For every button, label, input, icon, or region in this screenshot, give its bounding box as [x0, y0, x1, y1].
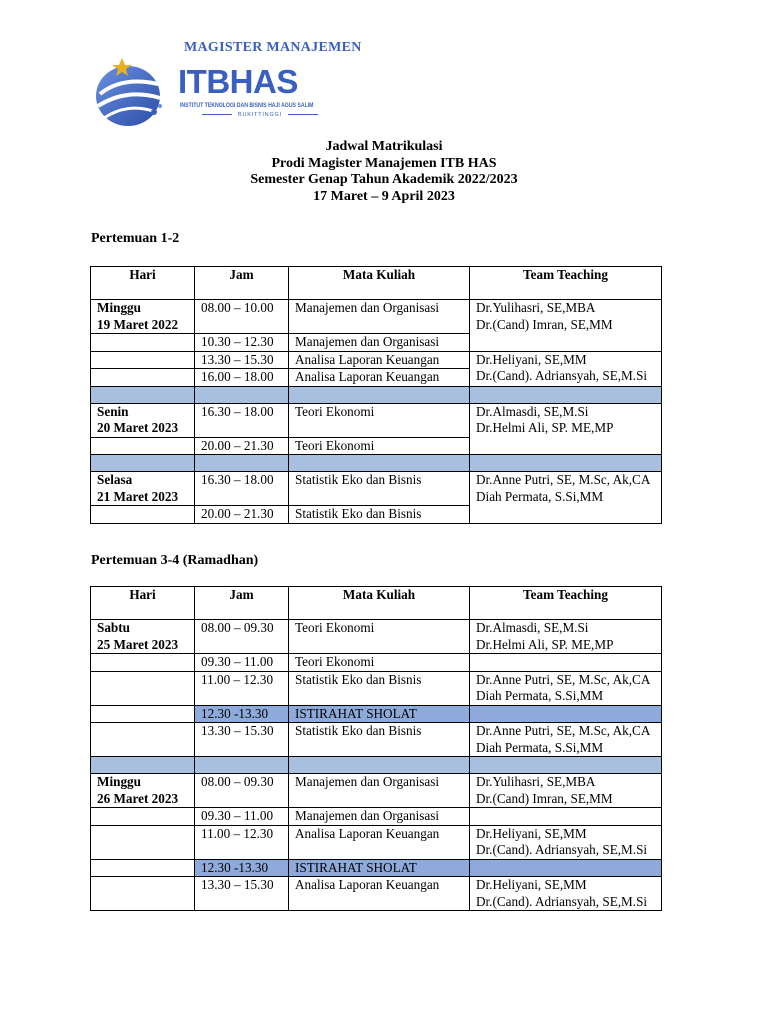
jam-cell: 16.30 – 18.00	[195, 472, 289, 506]
jam-cell: 13.30 – 15.30	[195, 877, 289, 911]
team-cell	[470, 859, 662, 877]
header-team-teaching: Team Teaching	[470, 267, 662, 300]
day-cell	[91, 774, 195, 808]
day-cell	[91, 654, 195, 672]
day-cell	[91, 300, 195, 334]
table-header-row	[91, 587, 662, 620]
day-cell	[91, 351, 195, 369]
lecturer: Dr.Heliyani, SE,MM	[476, 877, 587, 892]
team-cell	[470, 774, 662, 808]
lecturer: Diah Permata, S.Si,MM	[476, 739, 604, 755]
table-row	[91, 403, 662, 437]
lecturer: Dr.Almasdi, SE,M.Si	[476, 620, 589, 635]
table-header-row	[91, 267, 662, 300]
mk-cell: Statistik Eko dan Bisnis	[289, 723, 470, 757]
jam-cell: 12.30 -13.30	[195, 859, 289, 877]
day-name: Senin	[97, 403, 129, 419]
header-team-teaching: Team Teaching	[470, 587, 662, 620]
day-name: Minggu	[97, 774, 141, 789]
mk-cell: Statistik Eko dan Bisnis	[289, 506, 470, 524]
break-row	[91, 705, 662, 723]
mk-cell: Teori Ekonomi	[289, 403, 470, 437]
section-2-heading: Pertemuan 3-4 (Ramadhan)	[91, 553, 259, 568]
separator-row	[91, 386, 662, 403]
lecturer: Dr.Helmi Ali, SP. ME,MP	[476, 420, 614, 435]
mk-cell: Manajemen dan Organisasi	[289, 334, 470, 352]
mk-cell: Teori Ekonomi	[289, 620, 470, 654]
jam-cell: 20.00 – 21.30	[195, 506, 289, 524]
program-label: MAGISTER MANAJEMEN	[184, 40, 362, 55]
day-cell	[91, 723, 195, 757]
mk-cell: ISTIRAHAT SHOLAT	[289, 859, 470, 877]
table-row	[91, 300, 662, 334]
day-name: Sabtu	[97, 620, 130, 635]
itbhas-logo-icon	[92, 54, 172, 134]
team-cell	[470, 808, 662, 826]
table-row	[91, 774, 662, 808]
jam-cell: 08.00 – 10.00	[195, 300, 289, 334]
schedule-table-2	[90, 586, 662, 911]
lecturer: Dr.Yulihasri, SE,MBA	[476, 774, 596, 789]
brand-subtitle: INSTITUT TEKNOLOGI DAN BISNIS HAJI AGUS SALIM	[180, 102, 314, 109]
jam-cell: 20.00 – 21.30	[195, 437, 289, 455]
day-date: 21 Maret 2023	[97, 488, 179, 504]
lecturer: Dr.Yulihasri, SE,MBA	[476, 300, 596, 315]
section-1-heading: Pertemuan 1-2	[91, 231, 180, 246]
team-cell	[470, 654, 662, 672]
mk-cell: Analisa Laporan Keuangan	[289, 369, 470, 387]
mk-cell: ISTIRAHAT SHOLAT	[289, 705, 470, 723]
day-cell	[91, 671, 195, 705]
day-date: 20 Maret 2023	[97, 420, 179, 435]
day-cell	[91, 705, 195, 723]
team-cell	[470, 403, 662, 455]
day-name: Minggu	[97, 300, 141, 315]
day-name: Selasa	[97, 472, 133, 487]
lecturer: Diah Permata, S.Si,MM	[476, 688, 604, 703]
header-mata-kuliah: Mata Kuliah	[289, 267, 470, 300]
day-date: 19 Maret 2022	[97, 316, 179, 332]
team-cell	[470, 671, 662, 705]
mk-cell: Teori Ekonomi	[289, 437, 470, 455]
mk-cell: Teori Ekonomi	[289, 654, 470, 672]
separator-row	[91, 757, 662, 774]
day-cell	[91, 620, 195, 654]
mk-cell: Statistik Eko dan Bisnis	[289, 671, 470, 705]
jam-cell: 16.30 – 18.00	[195, 403, 289, 437]
table-row	[91, 620, 662, 654]
jam-cell: 12.30 -13.30	[195, 705, 289, 723]
break-row	[91, 859, 662, 877]
lecturer: Dr.(Cand). Adriansyah, SE,M.Si	[476, 842, 648, 857]
header-logo-block	[92, 40, 392, 135]
table-row	[91, 723, 662, 757]
lecturer: Diah Permata, S.Si,MM	[476, 488, 604, 504]
table-row	[91, 472, 662, 506]
day-cell	[91, 825, 195, 859]
day-cell	[91, 859, 195, 877]
separator-row	[91, 455, 662, 472]
jam-cell: 09.30 – 11.00	[195, 654, 289, 672]
table-row	[91, 808, 662, 826]
table-row	[91, 671, 662, 705]
title-line-4: 17 Maret – 9 April 2023	[313, 188, 455, 204]
day-cell	[91, 369, 195, 387]
mk-cell: Analisa Laporan Keuangan	[289, 825, 470, 859]
team-cell	[470, 723, 662, 757]
table-row	[91, 877, 662, 911]
jam-cell: 10.30 – 12.30	[195, 334, 289, 352]
brand-name: ITBHAS	[178, 63, 298, 100]
day-cell	[91, 437, 195, 455]
lecturer: Dr.Anne Putri, SE, M.Sc, Ak,CA	[476, 472, 651, 487]
title-line-2: Prodi Magister Manajemen ITB HAS	[271, 155, 497, 171]
team-cell	[470, 351, 662, 386]
header-hari: Hari	[91, 267, 195, 300]
lecturer: Dr.(Cand) Imran, SE,MM	[476, 790, 613, 806]
day-cell	[91, 472, 195, 506]
team-cell	[470, 705, 662, 723]
lecturer: Dr.Helmi Ali, SP. ME,MP	[476, 636, 614, 652]
day-cell	[91, 808, 195, 826]
lecturer: Dr.Heliyani, SE,MM	[476, 351, 587, 367]
day-cell	[91, 506, 195, 524]
header-mata-kuliah: Mata Kuliah	[289, 587, 470, 620]
table-row	[91, 351, 662, 369]
lecturer: Dr.Almasdi, SE,M.Si	[476, 403, 589, 419]
lecturer: Dr.(Cand) Imran, SE,MM	[476, 316, 613, 332]
brand-city: BUKITTINGGI	[196, 112, 324, 118]
header-jam: Jam	[195, 267, 289, 300]
team-cell	[470, 300, 662, 352]
jam-cell: 11.00 – 12.30	[195, 825, 289, 859]
title-line-3: Semester Genap Tahun Akademik 2022/2023	[250, 172, 518, 187]
mk-cell: Manajemen dan Organisasi	[289, 808, 470, 826]
document-title	[0, 139, 768, 205]
jam-cell: 08.00 – 09.30	[195, 774, 289, 808]
mk-cell: Manajemen dan Organisasi	[289, 300, 470, 334]
day-cell	[91, 877, 195, 911]
schedule-table-1	[90, 266, 662, 524]
lecturer: Dr.Anne Putri, SE, M.Sc, Ak,CA	[476, 723, 651, 738]
team-cell	[470, 877, 662, 911]
mk-cell: Analisa Laporan Keuangan	[289, 877, 470, 911]
team-cell	[470, 825, 662, 859]
table-row	[91, 654, 662, 672]
jam-cell: 13.30 – 15.30	[195, 723, 289, 757]
jam-cell: 09.30 – 11.00	[195, 808, 289, 826]
lecturer: Dr.Anne Putri, SE, M.Sc, Ak,CA	[476, 671, 651, 687]
lecturer: Dr.(Cand). Adriansyah, SE,M.Si	[476, 368, 648, 383]
header-jam: Jam	[195, 587, 289, 620]
mk-cell: Manajemen dan Organisasi	[289, 774, 470, 808]
lecturer: Dr.(Cand). Adriansyah, SE,M.Si	[476, 893, 648, 909]
mk-cell: Analisa Laporan Keuangan	[289, 351, 470, 369]
day-date: 25 Maret 2023	[97, 636, 179, 652]
jam-cell: 13.30 – 15.30	[195, 351, 289, 369]
lecturer: Dr.Heliyani, SE,MM	[476, 825, 587, 841]
team-cell	[470, 620, 662, 654]
day-cell	[91, 403, 195, 437]
header-hari: Hari	[91, 587, 195, 620]
mk-cell: Statistik Eko dan Bisnis	[289, 472, 470, 506]
jam-cell: 08.00 – 09.30	[195, 620, 289, 654]
jam-cell: 16.00 – 18.00	[195, 369, 289, 387]
team-cell	[470, 472, 662, 524]
day-date: 26 Maret 2023	[97, 790, 179, 806]
jam-cell: 11.00 – 12.30	[195, 671, 289, 705]
day-cell	[91, 334, 195, 352]
title-line-1: Jadwal Matrikulasi	[325, 139, 443, 154]
table-row	[91, 825, 662, 859]
